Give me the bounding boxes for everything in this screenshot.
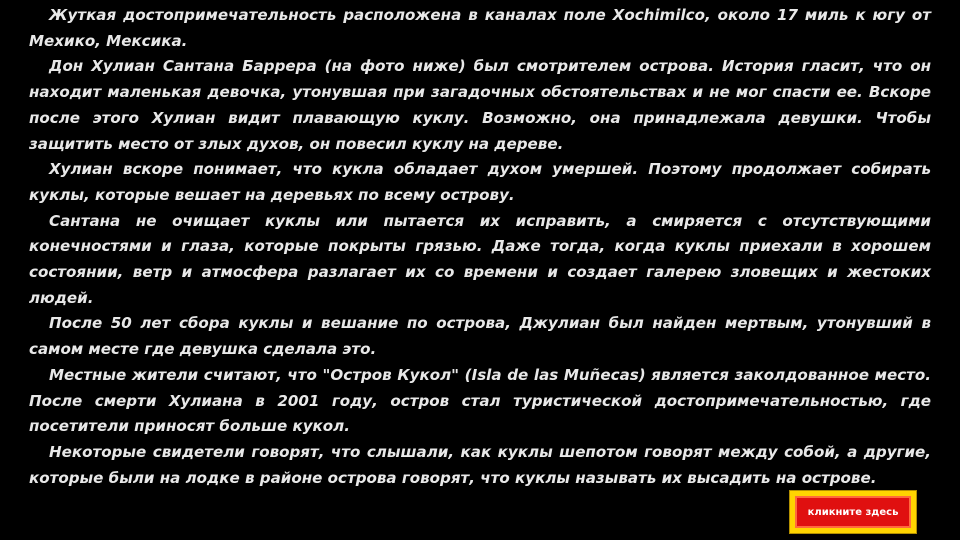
paragraph-1: Жуткая достопримечательность расположена в каналах поле Xochimilco, около 17 миль к югу от Мехико, Мексика. <box>29 6 931 50</box>
paragraph-7: Некоторые свидетели говорят, что слышали, как куклы шепотом говорят между собой, а другие, которые были на лодке в районе острова говорят, что куклы называть их высадить на острове. <box>29 442 931 487</box>
paragraph-3: Хулиан вскоре понимает, что кукла обладает духом умершей. Поэтому продолжает собирать куклы, которые вешает на деревьях по всему острову. <box>29 160 931 204</box>
click-here-button[interactable] <box>789 490 917 534</box>
paragraph-2: Дон Хулиан Сантана Баррера (на фото ниже) был смотрителем острова. История гласит, что он находит маленькая девочка, утонувшая при загадочных обстоятельствах и не мог спасти ее. Вскоре после этого Хулиан видит плавающую куклу. Возможно, она принадлежала девушки. Чтобы защитить место от злых духов, он повесил куклу на дереве. <box>29 57 931 153</box>
paragraph-6: Местные жители считают, что "Остров Кукол" (Isla de las Muñecas) является заколдованное место. После смерти Хулиана в 2001 году, остров стал туристической достопримечательностью, где посетители приносят больше кукол. <box>29 365 931 436</box>
paragraph-4: Сантана не очищает куклы или пытается их исправить, а смиряется с отсутствующими конечностями и глаза, которые покрыты грязью. Даже тогда, когда куклы приехали в хорошем состоянии, ветр и атмосфера разлагает их со времени и создает галерею зловещих и жестоких людей. <box>29 211 931 307</box>
article-text <box>29 3 931 491</box>
paragraph-5: После 50 лет сбора куклы и вешание по острова, Джулиан был найден мертвым, утонувший в самом месте где девушка сделала это. <box>29 314 931 359</box>
click-here-label: кликните здесь <box>795 496 911 528</box>
